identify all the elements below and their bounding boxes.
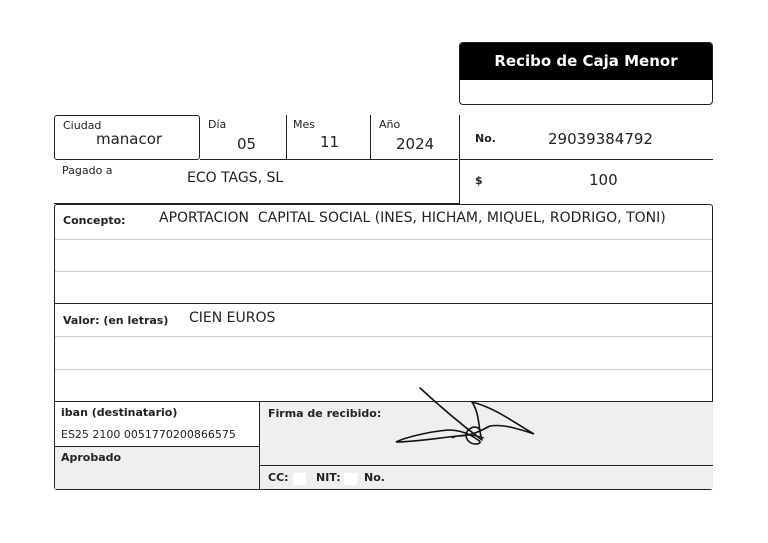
iban-field[interactable] [55,402,259,447]
amount-field[interactable] [459,160,713,204]
ano-label: Año [379,118,401,131]
number-field[interactable] [459,115,713,160]
ciudad-field[interactable] [54,115,200,160]
bottom-section [54,402,713,490]
cc-label: CC: [268,471,289,484]
concepto-block[interactable] [54,204,713,304]
receipt-title-box [459,42,713,105]
cc-box[interactable] [293,473,306,485]
mes-label: Mes [293,118,315,131]
concepto-rule-2 [55,271,712,272]
valor-rule-2 [55,369,712,370]
no-label: No. [364,471,385,484]
amount-label: $ [475,174,483,187]
pagado-field[interactable] [54,160,459,204]
aprobado-label: Aprobado [61,451,122,464]
ciudad-value: manacor [96,130,163,148]
nit-box[interactable] [344,473,357,485]
firma-label: Firma de recibido: [268,407,382,420]
number-label: No. [475,132,496,145]
dia-value: 05 [237,135,257,153]
ano-field[interactable] [370,115,458,160]
cc-nit-row [259,466,713,489]
ciudad-label: Ciudad [63,119,102,132]
concepto-label: Concepto: [63,214,126,227]
valor-block[interactable] [54,303,713,402]
concepto-rule-1 [55,239,712,240]
nit-label: NIT: [316,471,341,484]
dia-field[interactable] [200,115,286,160]
pagado-label: Pagado a [62,164,113,177]
mes-value: 11 [320,133,340,151]
firma-field[interactable] [259,402,713,466]
receipt-title-bar [460,43,712,80]
concepto-value: APORTACION CAPITAL SOCIAL (INES, HICHAM, MIQUEL, RODRIGO, TONI) [159,210,666,226]
valor-value: CIEN EUROS [189,310,276,326]
amount-value: 100 [589,171,618,189]
signature [386,384,546,454]
dia-label: Día [208,118,227,131]
valor-label: Valor: (en letras) [63,314,169,327]
number-value: 29039384792 [548,130,653,148]
aprobado-field[interactable] [55,447,259,489]
ano-value: 2024 [396,135,435,153]
valor-rule-1 [55,336,712,337]
iban-value: ES25 2100 0051770200866575 [61,428,236,441]
pagado-value: ECO TAGS, SL [187,170,284,186]
mes-field[interactable] [286,115,370,160]
receipt-title: Recibo de Caja Menor [494,52,678,70]
iban-label: iban (destinatario) [61,406,178,419]
